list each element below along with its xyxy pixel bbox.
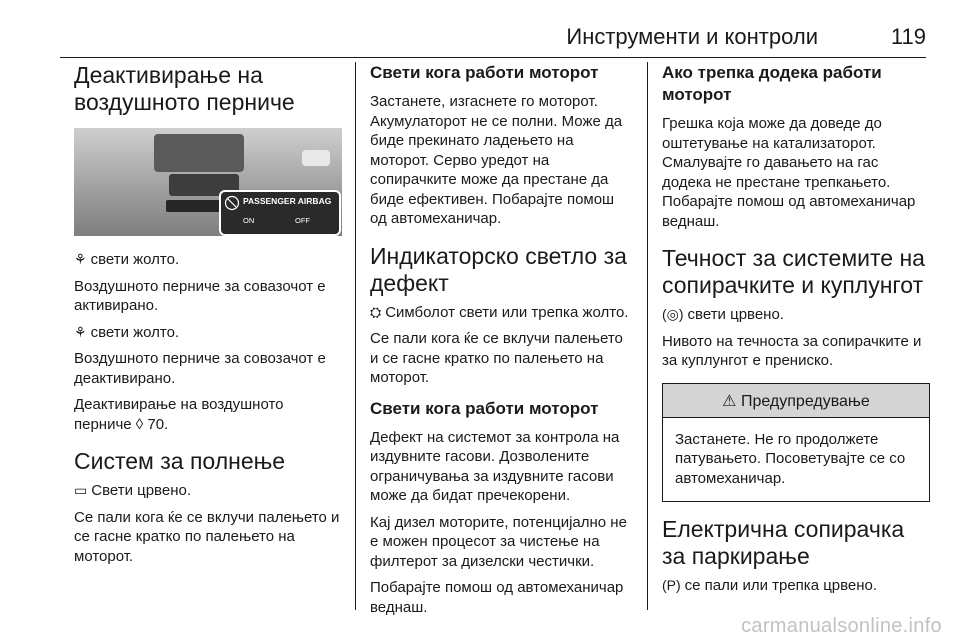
airbag-on-icon: ⚘ (74, 251, 87, 267)
column-1 (74, 62, 342, 573)
indicator-strip (166, 200, 226, 212)
warning-title: Предупредување (740, 392, 870, 410)
engine-icon: ⛭ (370, 303, 382, 320)
charging-indicator-text (74, 481, 342, 501)
column-divider (647, 62, 648, 610)
paragraph: Дефект на системот за контрола на издувните гасови. Дозволените ограничувања за издувните гасови може да бидат пречекорени. (370, 428, 620, 504)
parking-brake-icon: (P) (662, 577, 681, 593)
column-divider (355, 62, 356, 610)
paragraph: Кај дизел моторите, потенцијално не е можен процесот за чистење на филтерот за дизелски честички. (370, 513, 627, 570)
header-rule (60, 57, 926, 58)
paragraph: Застанете, изгаснете го моторот. Акумулаторот не се полни. Може да биде прекинато ладењето на моторот. Серво уредот на сопирачките може да престане да биде ефективен. Побарајте помош од автомеханичар. (370, 93, 623, 227)
paragraph: Грешка која може да доведе до оштетување на катализаторот. Смалувајте го давањето на гас додека не престане трепкањето. Побарајте помош од автомеханичар веднаш. (662, 115, 916, 230)
section-heading-brake-clutch-fluid: Течност за системите на сопирачките и куплунгот (662, 245, 925, 298)
airbag-off-indicator-text (74, 323, 342, 343)
callout-off-label: OFF (295, 216, 310, 225)
section-heading-malfunction-indicator: Индикаторско светло за дефект (370, 242, 627, 296)
text: Симболот свети или трепка жолто. (385, 303, 629, 321)
battery-icon: ▭ (74, 482, 88, 498)
section-heading-airbag-deactivation: Деактивирање на воздушното перниче (74, 62, 295, 115)
overhead-console (154, 134, 244, 172)
text: свети црвено. (687, 306, 784, 323)
subheading-engine-running: Свети кога работи моторот (370, 63, 599, 82)
warning-body (663, 418, 929, 502)
paragraph: Се пали кога ќе се вклучи палењето и се гасне кратко по палењето на моторот. (370, 330, 623, 386)
engine-indicator-text (370, 303, 632, 323)
callout-title: PASSENGER AIRBAG (243, 196, 332, 206)
text: Свети црвено. (91, 482, 191, 499)
warning-box (662, 383, 930, 503)
airbag-off-icon: ⚘ (74, 323, 87, 340)
page-header (60, 24, 926, 54)
warning-triangle-icon: ⚠ (722, 392, 737, 410)
paragraph: Воздушното перниче за совазочот е активирано. (74, 277, 326, 314)
text: свети жолто. (90, 251, 180, 268)
text: се пали или трепка црвено. (684, 577, 878, 594)
paragraph: Се пали кога ќе се вклучи палењето и се гасне кратко по палењето на моторот. (74, 508, 340, 565)
running-title: Инструменти и контроли (566, 24, 818, 49)
airbag-off-icon (224, 195, 240, 211)
warning-text: Застанете. Не го продолжете патувањето. Посоветувајте се со автомеханичар. (675, 430, 906, 487)
section-heading-charging-system: Систем за полнење (74, 448, 286, 474)
watermark: carmanualsonline.info (741, 615, 942, 637)
passenger-airbag-callout (219, 190, 341, 236)
paragraph: Нивото на течноста за сопирачките и за куплунгот е прениско. (662, 332, 922, 369)
page-number: 119 (890, 24, 926, 49)
callout-on-label: ON (243, 216, 255, 225)
column-3 (662, 62, 930, 603)
brake-fluid-indicator-text (662, 305, 930, 325)
airbag-indicator-photo (74, 128, 342, 236)
paragraph: Воздушното перниче за совозачот е деактивирано. (74, 350, 326, 387)
parking-brake-indicator-text (662, 576, 930, 596)
paragraph: Деактивирање на воздушното перниче ◊ 70. (74, 396, 284, 433)
subheading-engine-running: Свети кога работи моторот (370, 398, 599, 418)
paragraph: Побарајте помош од автомеханичар веднаш. (370, 579, 624, 616)
brake-warning-icon: (◎) (662, 306, 684, 322)
reading-lamp (302, 150, 330, 166)
airbag-on-indicator-text (74, 250, 342, 270)
text: свети жолто. (90, 323, 180, 341)
subheading-flashing-engine-running: Ако трепка додека работи моторот (662, 63, 882, 104)
column-2 (370, 62, 632, 624)
section-heading-electric-parking-brake: Електрична сопирачка за паркирање (662, 516, 905, 569)
warning-header (663, 384, 929, 418)
